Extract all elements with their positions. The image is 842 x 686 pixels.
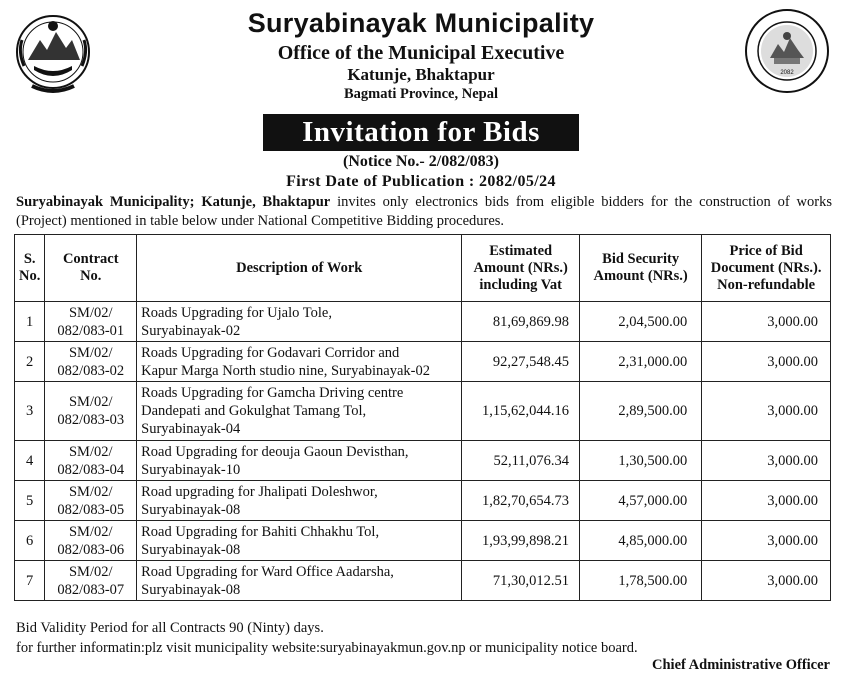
cell-amount: 81,69,869.98 [462,302,580,342]
cell-security: 4,85,000.00 [580,521,702,561]
cell-security: 2,31,000.00 [580,342,702,382]
cell-description: Roads Upgrading for Gamcha Driving centre Dandepati and Gokulghat Tamang Tol, Suryabinayak-04 [137,382,462,441]
cell-security: 2,89,500.00 [580,382,702,441]
intro-bold: Suryabinayak Municipality; Katunje, Bhaktapur [16,194,331,210]
table-row [15,521,831,561]
cell-sno: 4 [15,441,45,481]
table-row [15,342,831,382]
cell-sno: 3 [15,382,45,441]
cell-description: Road Upgrading for deouja Gaoun Devisthan, Suryabinayak-10 [137,441,462,481]
header-contract: Contract No. [45,235,137,302]
cell-sno: 7 [15,561,45,601]
cell-contract: SM/02/ 082/083-04 [45,441,137,481]
cell-amount: 52,11,076.34 [462,441,580,481]
cell-price: 3,000.00 [702,302,831,342]
cell-contract: SM/02/ 082/083-02 [45,342,137,382]
cell-sno: 2 [15,342,45,382]
cell-security: 1,78,500.00 [580,561,702,601]
table-row [15,561,831,601]
table-row [15,382,831,441]
cell-amount: 92,27,548.45 [462,342,580,382]
cell-amount: 71,30,012.51 [462,561,580,601]
cell-price: 3,000.00 [702,481,831,521]
cell-contract: SM/02/ 082/083-01 [45,302,137,342]
intro-text: invites only electronics bids from eligible bidders for the construction of works (Project) mentioned in table below under National Competitive Bidding procedures. [16,194,832,229]
bids-table [14,234,831,601]
table-row [15,481,831,521]
cell-description: Road Upgrading for Bahiti Chhakhu Tol, Suryabinayak-08 [137,521,462,561]
notice-number: (Notice No.- 2/082/083) [343,153,499,170]
notice-banner: Invitation for Bids [263,114,579,151]
cell-price: 3,000.00 [702,382,831,441]
cell-sno: 6 [15,521,45,561]
cell-sno: 5 [15,481,45,521]
cell-sno: 1 [15,302,45,342]
cell-security: 2,04,500.00 [580,302,702,342]
office-name: Office of the Municipal Executive [277,42,565,64]
cell-amount: 1,15,62,044.16 [462,382,580,441]
validity-note: Bid Validity Period for all Contracts 90 (Ninty) days. [16,620,324,636]
cell-price: 3,000.00 [702,441,831,481]
header-sno: S. No. [15,235,45,302]
seal-year: 2082 [780,70,794,76]
cell-contract: SM/02/ 082/083-03 [45,382,137,441]
table-row [15,441,831,481]
cell-price: 3,000.00 [702,521,831,561]
publication-date: First Date of Publication : 2082/05/24 [286,173,556,190]
info-note: for further informatin:plz visit municipality website:suryabinayakmun.gov.np or municipality notice board. [16,640,638,656]
cell-description: Road Upgrading for Ward Office Aadarsha, Suryabinayak-08 [137,561,462,601]
cell-contract: SM/02/ 082/083-05 [45,481,137,521]
cell-contract: SM/02/ 082/083-06 [45,521,137,561]
cell-security: 4,57,000.00 [580,481,702,521]
table-header-row [15,235,831,302]
cell-price: 3,000.00 [702,561,831,601]
cell-price: 3,000.00 [702,342,831,382]
cell-amount: 1,82,70,654.73 [462,481,580,521]
municipality-name: Suryabinayak Municipality [247,8,595,38]
office-location: Katunje, Bhaktapur [347,65,495,84]
office-province: Bagmati Province, Nepal [344,86,498,102]
cell-amount: 1,93,99,898.21 [462,521,580,561]
header-amount: Estimated Amount (NRs.) including Vat [462,235,580,302]
header-description: Description of Work [137,235,462,302]
intro-paragraph [16,193,832,231]
table-row [15,302,831,342]
cell-contract: SM/02/ 082/083-07 [45,561,137,601]
header-price: Price of Bid Document (NRs.). Non-refundable [702,235,831,302]
header-security: Bid Security Amount (NRs.) [580,235,702,302]
signatory: Chief Administrative Officer [652,657,830,673]
cell-description: Roads Upgrading for Godavari Corridor and Kapur Marga North studio nine, Suryabinayak-02 [137,342,462,382]
cell-description: Road upgrading for Jhalipati Doleshwor, Suryabinayak-08 [137,481,462,521]
cell-description: Roads Upgrading for Ujalo Tole, Suryabinayak-02 [137,302,462,342]
cell-security: 1,30,500.00 [580,441,702,481]
